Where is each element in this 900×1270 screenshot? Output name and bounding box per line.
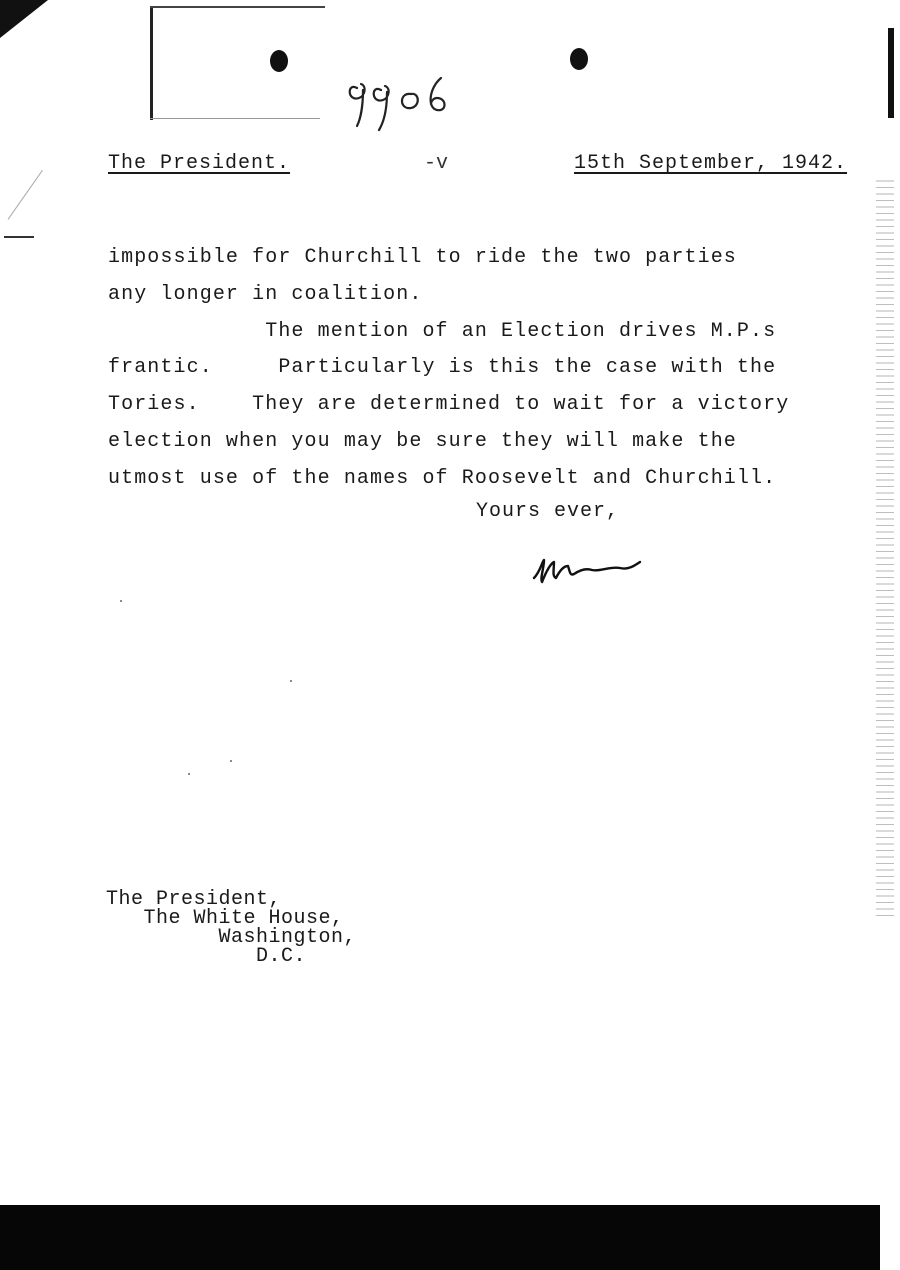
speck xyxy=(290,680,292,682)
letter-body xyxy=(108,240,828,498)
punch-hole-left xyxy=(270,50,288,72)
file-bracket-bottom xyxy=(150,118,320,119)
handwritten-signature-icon xyxy=(530,548,650,588)
body-line: The mention of an Election drives M.P.s xyxy=(108,319,777,343)
header-date: 15th September, 1942. xyxy=(574,152,848,175)
signature xyxy=(530,548,650,588)
body-line: Tories. They are determined to wait for a victory xyxy=(108,393,790,417)
file-number-handwriting xyxy=(345,68,465,138)
header-dash-mark: -v xyxy=(424,152,449,175)
body-line: utmost use of the names of Roosevelt and Churchill. xyxy=(108,466,777,490)
right-edge-speckle xyxy=(876,180,894,920)
address-line: The President, xyxy=(106,888,282,911)
left-margin-stroke xyxy=(8,170,43,220)
corner-mark xyxy=(0,0,48,38)
speck xyxy=(188,773,190,775)
header-addressee: The President. xyxy=(108,152,291,175)
body-line: frantic. Particularly is this the case with the xyxy=(108,356,777,380)
file-bracket-line xyxy=(150,6,153,120)
address-block xyxy=(106,890,356,966)
body-line: election when you may be sure they will make the xyxy=(108,429,737,453)
right-edge-bar xyxy=(888,28,894,118)
body-line: impossible for Churchill to ride the two parties xyxy=(108,246,737,269)
file-bracket-top xyxy=(150,6,325,8)
letter-closing: Yours ever, xyxy=(476,500,620,523)
left-margin-mark xyxy=(4,236,34,238)
scan-bottom-band xyxy=(0,1205,880,1270)
punch-hole-right xyxy=(570,48,588,70)
address-line: Washington, xyxy=(106,926,357,949)
address-line: The White House, xyxy=(106,907,344,930)
address-line: D.C. xyxy=(106,945,307,968)
speck xyxy=(230,760,232,762)
speck xyxy=(120,600,122,602)
handwritten-file-number xyxy=(345,68,465,138)
body-line: any longer in coalition. xyxy=(108,282,423,306)
